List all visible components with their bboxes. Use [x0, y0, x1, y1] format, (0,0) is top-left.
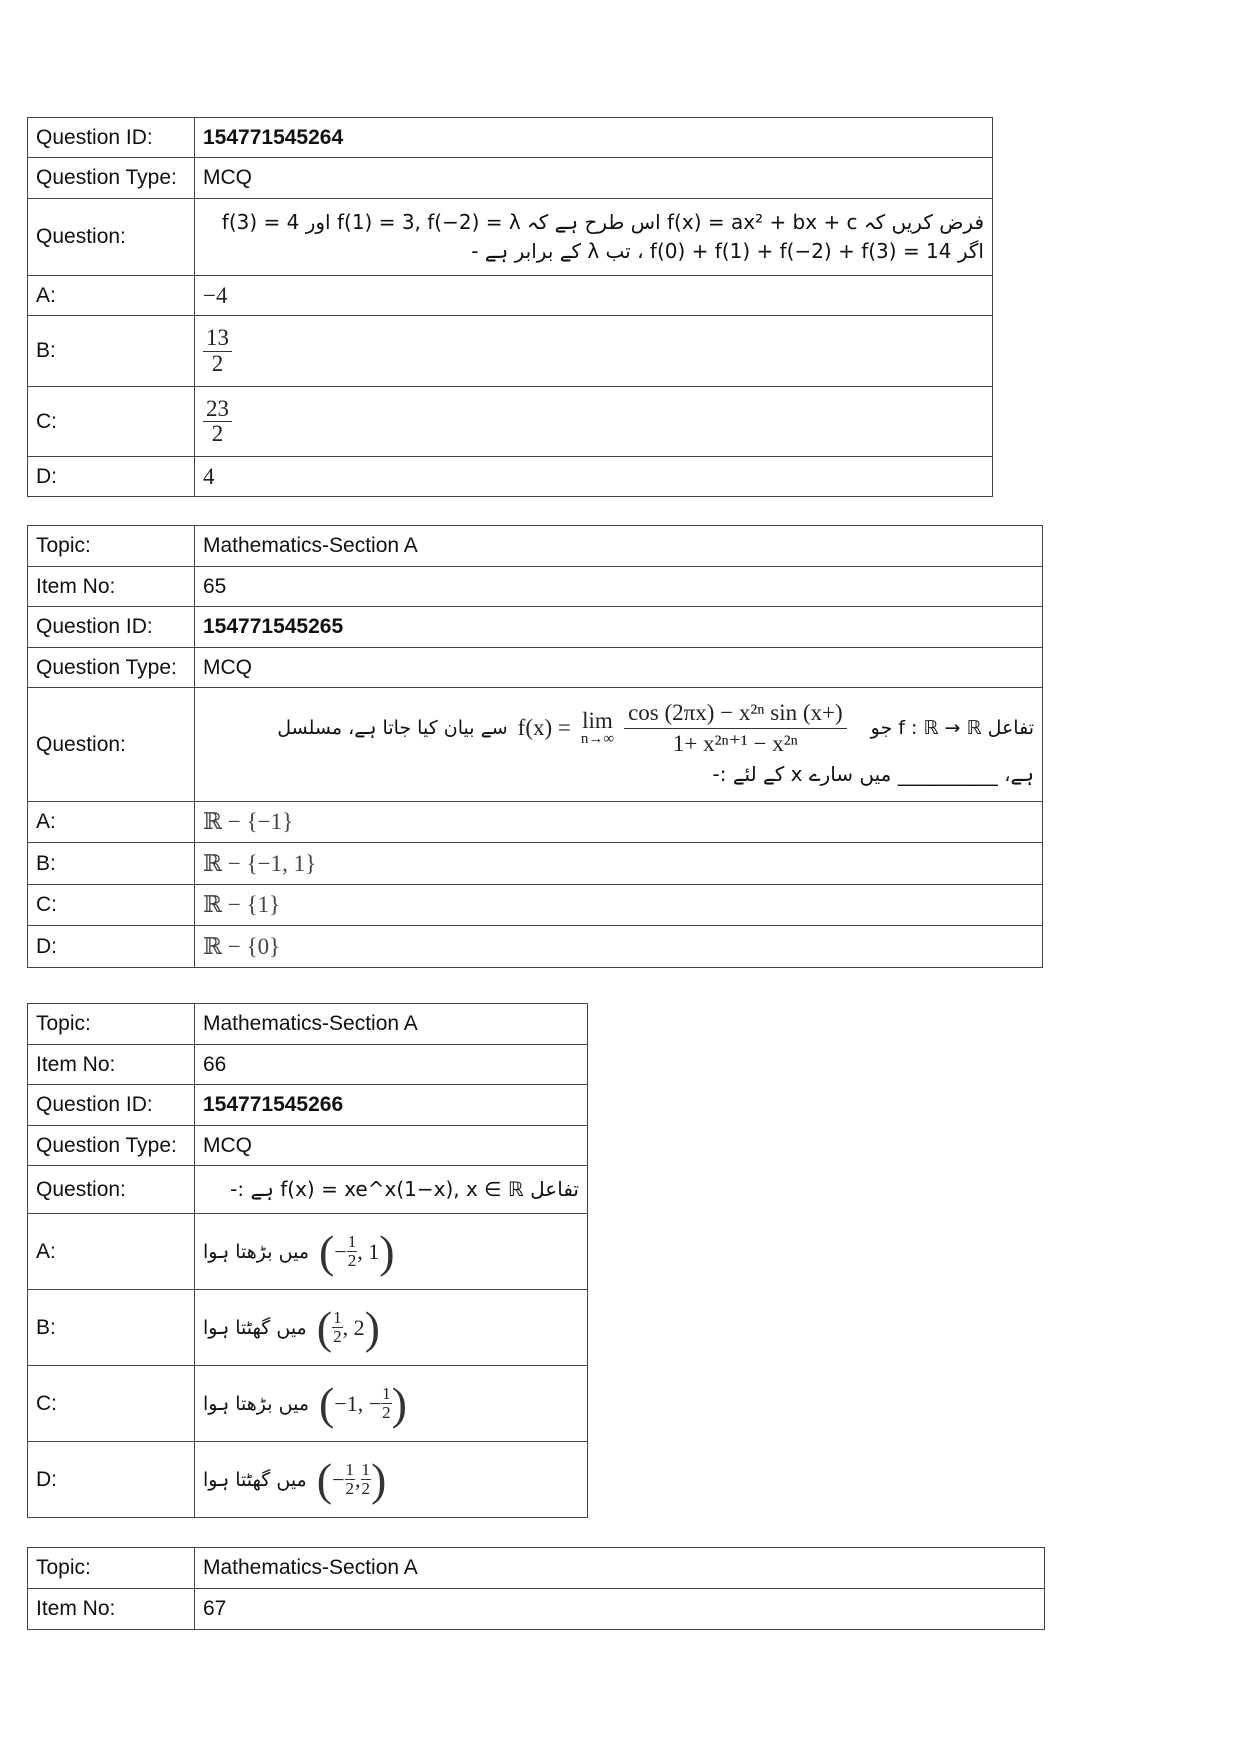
option-c-value	[195, 387, 993, 457]
fraction-numerator: cos (2πx) − x²ⁿ sin (x+)	[624, 700, 847, 728]
question-text	[195, 199, 993, 276]
option-a-value: −4	[195, 276, 993, 316]
question-id-label: Question ID:	[28, 1085, 195, 1126]
option-a-label: A:	[28, 276, 195, 316]
item-no-label: Item No:	[28, 1589, 195, 1630]
question-table-1	[27, 117, 993, 497]
item-no-value: 65	[195, 567, 1043, 607]
question-table-3	[27, 1003, 588, 1518]
fraction-denominator: 1+ x²ⁿ⁺¹ − x²ⁿ	[672, 730, 798, 756]
option-urdu-text: میں بڑھتا ہوا	[203, 1240, 309, 1263]
option-b-label: B:	[28, 1290, 195, 1366]
topic-value: Mathematics-Section A	[195, 1004, 588, 1045]
option-d-value: 4	[195, 457, 993, 497]
option-a-value	[195, 1214, 588, 1290]
question-label: Question:	[28, 688, 195, 802]
question-table-4	[27, 1547, 1045, 1630]
question-type-label: Question Type:	[28, 158, 195, 199]
question-table-2	[27, 525, 1043, 968]
option-urdu-text: میں بڑھتا ہوا	[203, 1392, 309, 1415]
topic-label: Topic:	[28, 1548, 195, 1589]
option-d-label: D:	[28, 926, 195, 968]
option-a-label: A:	[28, 802, 195, 843]
question-type-value: MCQ	[195, 158, 993, 199]
limit-operator: lim n→∞	[580, 708, 615, 747]
option-a-value: ℝ − {−1}	[195, 802, 1043, 843]
question-tail-text: سے بیان کیا جاتا ہے، مسلسل	[277, 717, 508, 739]
function-lhs: f(x) =	[517, 715, 571, 740]
item-no-label: Item No:	[28, 567, 195, 607]
question-line-2: اگر f(0) + f(1) + f(−2) + f(3) = 14 ، تب λ کے برابر ہے -	[471, 239, 984, 263]
limit-fraction	[624, 700, 847, 756]
topic-label: Topic:	[28, 1004, 195, 1045]
question-line-1: فرض کریں کہ f(x) = ax² + bx + c اس طرح ہے کہ f(1) = 3, f(−2) = λ اور f(3) = 4	[221, 210, 984, 234]
topic-value: Mathematics-Section A	[195, 526, 1043, 567]
option-b-value: ℝ − {−1, 1}	[195, 843, 1043, 885]
option-a-label: A:	[28, 1214, 195, 1290]
option-urdu-text: میں گھٹتا ہوا	[203, 1316, 307, 1339]
option-b-value	[195, 316, 993, 387]
option-d-label: D:	[28, 457, 195, 497]
option-b-value	[195, 1290, 588, 1366]
option-c-label: C:	[28, 885, 195, 926]
topic-label: Topic:	[28, 526, 195, 567]
option-d-value: ℝ − {0}	[195, 926, 1043, 968]
interval: ( 1 2 , 2 )	[316, 1301, 380, 1353]
question-id-label: Question ID:	[28, 607, 195, 648]
question-text	[195, 688, 1043, 802]
item-no-value: 67	[195, 1589, 1045, 1630]
interval: ( − 1 2 , 1 )	[319, 1225, 395, 1277]
question-id-label: Question ID:	[28, 118, 195, 158]
option-b-label: B:	[28, 316, 195, 387]
interval: ( − 1 2 , 1 2 )	[316, 1453, 387, 1505]
topic-value: Mathematics-Section A	[195, 1548, 1045, 1589]
option-d-value	[195, 1442, 588, 1518]
option-urdu-text: میں گھٹتا ہوا	[203, 1468, 307, 1491]
question-type-label: Question Type:	[28, 648, 195, 688]
option-c-label: C:	[28, 1366, 195, 1442]
question-label: Question:	[28, 1166, 195, 1214]
option-c-label: C:	[28, 387, 195, 457]
question-id-value: 154771545265	[195, 607, 1043, 648]
question-type-value: MCQ	[195, 1126, 588, 1166]
question-id-value: 154771545266	[195, 1085, 588, 1126]
question-type-value: MCQ	[195, 648, 1043, 688]
question-type-label: Question Type:	[28, 1126, 195, 1166]
option-b-label: B:	[28, 843, 195, 885]
question-line-2: ہے، __________ میں سارے x کے لئے :-	[712, 761, 1034, 786]
question-id-value: 154771545264	[195, 118, 993, 158]
option-c-value	[195, 1366, 588, 1442]
question-text: تفاعل f(x) = xe^x(1−x), x ∈ ℝ ہے :-	[195, 1166, 588, 1214]
option-d-label: D:	[28, 1442, 195, 1518]
item-no-label: Item No:	[28, 1045, 195, 1085]
interval: ( −1, − 1 2 )	[319, 1377, 407, 1429]
fraction: $\frac{13}{2}$	[203, 326, 232, 375]
question-formula-row	[203, 700, 1034, 756]
question-label: Question:	[28, 199, 195, 276]
question-func-text: تفاعل f : ℝ → ℝ جو	[870, 717, 1034, 739]
item-no-value: 66	[195, 1045, 588, 1085]
fraction: $\frac{23}{2}$	[203, 397, 232, 446]
option-c-value: ℝ − {1}	[195, 885, 1043, 926]
